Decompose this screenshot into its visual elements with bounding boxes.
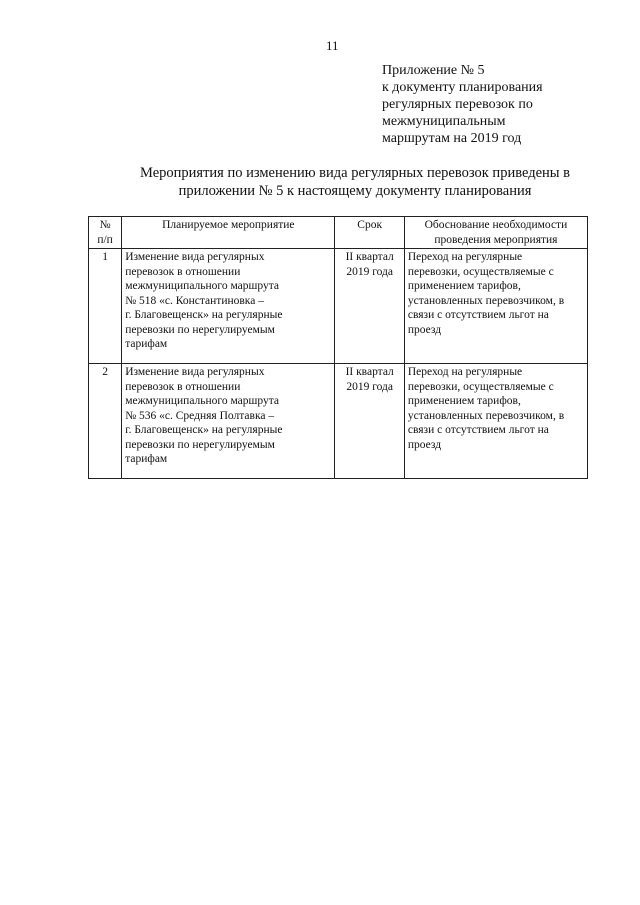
header-measure: Планируемое мероприятие xyxy=(122,217,335,249)
heading-line: Мероприятия по изменению вида регулярных перевозок приведены в xyxy=(140,165,570,181)
page-number: 11 xyxy=(326,38,339,53)
measures-table xyxy=(88,216,588,479)
header-reason: Обоснование необходимости проведения мероприятия xyxy=(404,217,587,249)
row-number: 2 xyxy=(89,364,122,479)
row-reason: Переход на регулярные перевозки, осуществляемые с применением тарифов, установленных перевозчиком, в связи с отсутствием льгот на проезд xyxy=(404,249,587,364)
row-reason: Переход на регулярные перевозки, осуществляемые с применением тарифов, установленных перевозчиком, в связи с отсутствием льгот на проезд xyxy=(404,364,587,479)
row-number: 1 xyxy=(89,249,122,364)
table-row xyxy=(89,249,588,364)
appendix-line: маршрутам на 2019 год xyxy=(382,131,522,146)
document-heading xyxy=(110,164,600,200)
table-header-row xyxy=(89,217,588,249)
row-measure: Изменение вида регулярных перевозок в отношении межмуниципального маршрута № 536 «с. Средняя Полтавка – г. Благовещенск» на регулярные перевозки по нерегулируемым тарифам xyxy=(122,364,335,479)
header-no: № п/п xyxy=(89,217,122,249)
appendix-line: регулярных перевозок по xyxy=(382,97,533,112)
row-term: II квартал 2019 года xyxy=(335,249,404,364)
appendix-line: к документу планирования xyxy=(382,80,543,95)
appendix-line: межмуниципальным xyxy=(382,114,506,129)
heading-line: приложении № 5 к настоящему документу планирования xyxy=(178,183,532,199)
row-term: II квартал 2019 года xyxy=(335,364,404,479)
row-measure: Изменение вида регулярных перевозок в отношении межмуниципального маршрута № 518 «с. Константиновка – г. Благовещенск» на регулярные перевозки по нерегулируемым тарифам xyxy=(122,249,335,364)
table-row xyxy=(89,364,588,479)
header-term: Срок xyxy=(335,217,404,249)
appendix-caption xyxy=(382,62,612,147)
appendix-line: Приложение № 5 xyxy=(382,63,485,78)
